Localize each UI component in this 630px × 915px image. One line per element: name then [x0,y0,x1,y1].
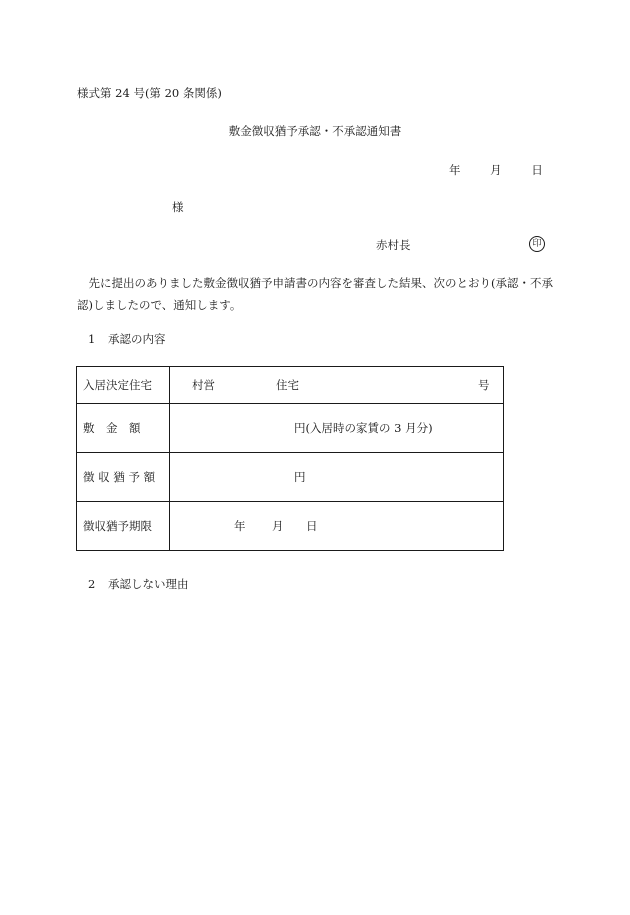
housing-village-label: 村営 [192,378,215,392]
body-paragraph: 先に提出のありました敷金徴収猶予申請書の内容を審査した結果、次のとおり(承認・不承認)しましたので、通知します。 [77,276,553,312]
deadline-year-label: 年 [234,519,246,533]
row-label-deposit: 敷 金 額 [77,404,170,453]
housing-house-label: 住宅 [276,378,299,392]
document-title: 敷金徴収猶予承認・不承認通知書 [228,124,402,138]
deferral-yen-label: 円 [294,470,306,484]
addressee-suffix: 様 [172,200,184,214]
section-2-heading [88,576,189,592]
row-label-deferral-deadline: 徴収猶予期限 [77,502,170,551]
row-value-deferral-amount [170,453,504,502]
row-value-deposit [170,404,504,453]
housing-number-label: 号 [478,378,490,392]
deadline-day-label: 日 [306,519,318,533]
row-value-housing [170,367,504,404]
table-row [77,404,504,453]
section-1-heading [88,331,166,347]
row-label-housing: 入居決定住宅 [77,367,170,404]
section-2-number: 2 [88,577,96,591]
table-row [77,367,504,404]
row-label-deferral-amount: 徴 収 猶 予 額 [77,453,170,502]
date-line [449,162,543,178]
section-2-title: 承認しない理由 [108,577,189,591]
section-1-title: 承認の内容 [108,332,166,346]
section-1-number: 1 [88,332,96,346]
date-year-label: 年 [449,163,461,177]
date-day-label: 日 [531,163,543,177]
seal-mark: 印 [529,236,545,252]
deadline-month-label: 月 [272,519,284,533]
row-value-deferral-deadline [170,502,504,551]
deposit-yen-note: 円(入居時の家賃の 3 月分) [294,421,433,435]
table-row [77,453,504,502]
approval-details-table [76,366,504,551]
form-number: 様式第 24 号(第 20 条関係) [77,86,222,100]
sender-name: 赤村長 [376,238,411,252]
date-month-label: 月 [490,163,502,177]
table-row [77,502,504,551]
